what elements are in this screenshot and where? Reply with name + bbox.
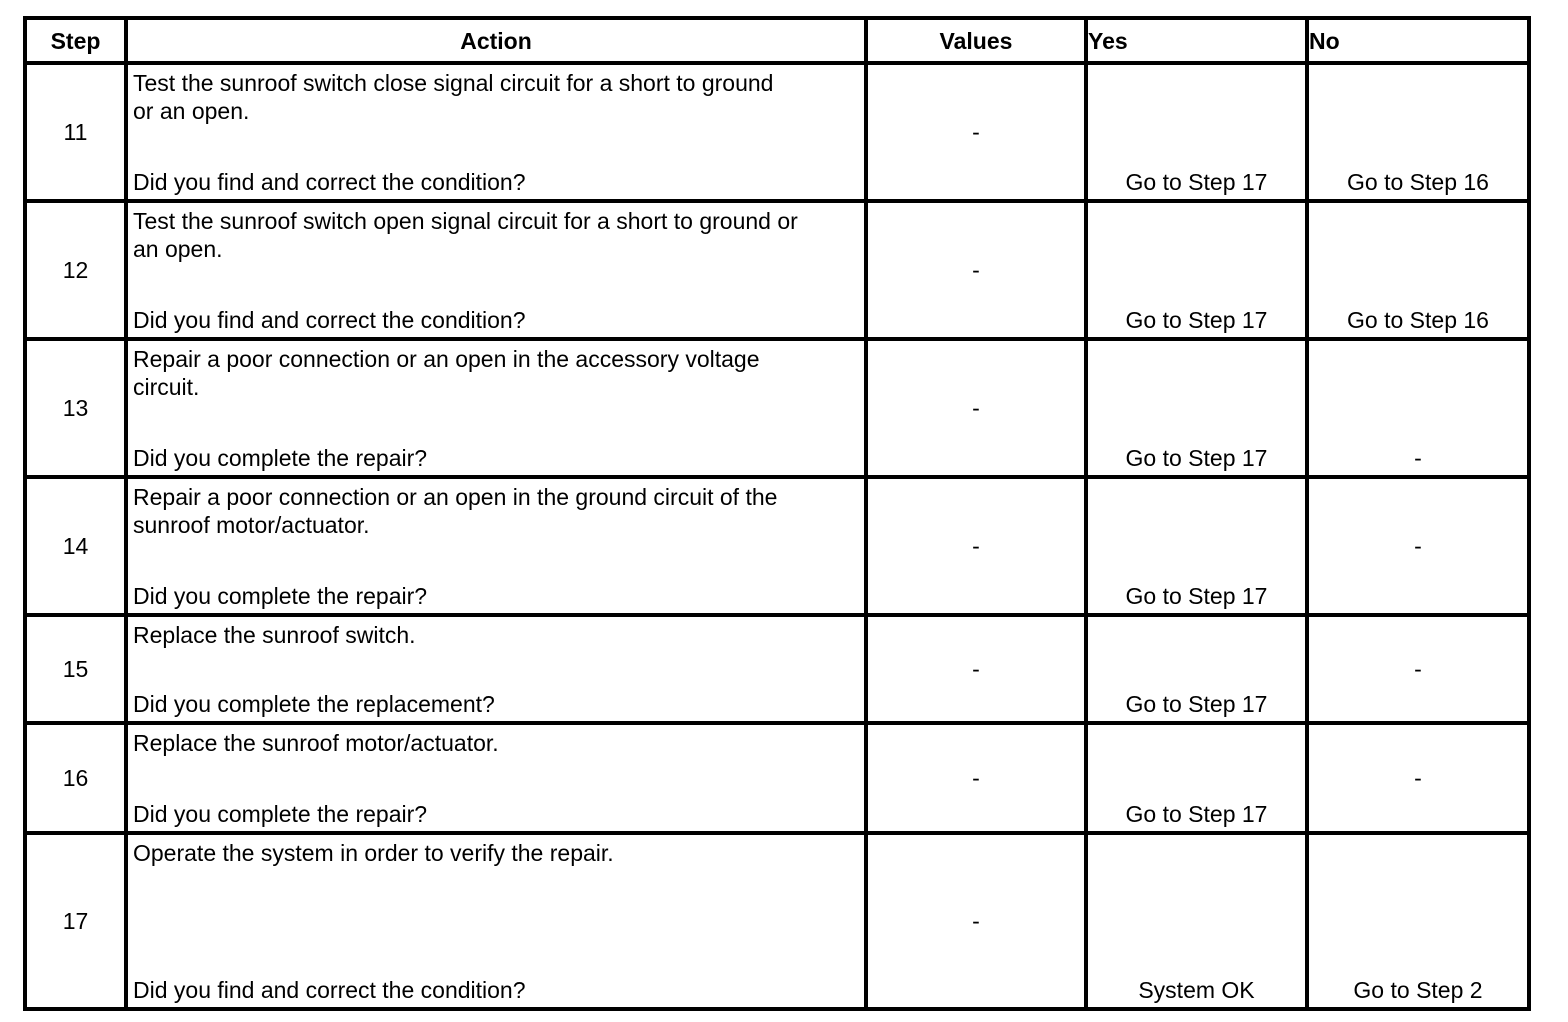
no-cell xyxy=(1307,63,1529,201)
no-result: - xyxy=(1414,445,1422,471)
action-line: Test the sunroof switch open signal circuit for a short to ground or xyxy=(133,208,798,234)
header-row xyxy=(25,18,1529,63)
no-result: Go to Step 2 xyxy=(1353,977,1483,1003)
action-cell xyxy=(126,201,866,339)
action-line: Repair a poor connection or an open in the ground circuit of the xyxy=(133,484,778,510)
yes-cell xyxy=(1086,339,1307,477)
yes-result: Go to Step 17 xyxy=(1125,583,1268,609)
action-line: sunroof motor/actuator. xyxy=(133,512,370,538)
yes-result: Go to Step 17 xyxy=(1125,801,1268,827)
values-cell: - xyxy=(866,615,1086,723)
yes-cell xyxy=(1086,201,1307,339)
action-line: an open. xyxy=(133,236,223,262)
header-action: Action xyxy=(126,18,866,63)
values-cell: - xyxy=(866,833,1086,1009)
action-line: Replace the sunroof switch. xyxy=(133,622,416,648)
action-text xyxy=(133,345,860,401)
action-cell xyxy=(126,723,866,833)
no-result: Go to Step 16 xyxy=(1347,169,1489,195)
action-text xyxy=(133,69,860,125)
action-question: Did you complete the repair? xyxy=(133,583,428,609)
yes-cell xyxy=(1086,63,1307,201)
step-number: 14 xyxy=(25,477,126,615)
action-question: Did you complete the repair? xyxy=(133,445,428,471)
yes-result: Go to Step 17 xyxy=(1125,445,1268,471)
table-row xyxy=(25,201,1529,339)
action-question: Did you complete the repair? xyxy=(133,801,428,827)
header-values: Values xyxy=(866,18,1086,63)
no-result: Go to Step 16 xyxy=(1347,307,1489,333)
step-number: 12 xyxy=(25,201,126,339)
table-row xyxy=(25,833,1529,1009)
yes-cell xyxy=(1086,723,1307,833)
no-cell xyxy=(1307,615,1529,723)
header-yes: Yes xyxy=(1086,18,1307,63)
table-row xyxy=(25,615,1529,723)
action-line: circuit. xyxy=(133,374,200,400)
action-question: Did you find and correct the condition? xyxy=(133,977,526,1003)
yes-cell xyxy=(1086,477,1307,615)
values-cell: - xyxy=(866,723,1086,833)
action-text xyxy=(133,483,860,539)
yes-cell xyxy=(1086,833,1307,1009)
values-cell: - xyxy=(866,201,1086,339)
table-row xyxy=(25,477,1529,615)
header-step: Step xyxy=(25,18,126,63)
action-question: Did you complete the replacement? xyxy=(133,691,495,717)
no-cell xyxy=(1307,723,1529,833)
action-cell xyxy=(126,477,866,615)
no-cell xyxy=(1307,477,1529,615)
diagnostic-table xyxy=(23,16,1531,1011)
table-row xyxy=(25,63,1529,201)
action-text xyxy=(133,729,860,757)
action-cell xyxy=(126,339,866,477)
no-cell xyxy=(1307,833,1529,1009)
no-result: - xyxy=(1414,533,1422,559)
action-line: Operate the system in order to verify the repair. xyxy=(133,840,614,866)
step-number: 16 xyxy=(25,723,126,833)
action-question: Did you find and correct the condition? xyxy=(133,169,526,195)
step-number: 13 xyxy=(25,339,126,477)
action-question: Did you find and correct the condition? xyxy=(133,307,526,333)
action-line: Repair a poor connection or an open in the accessory voltage xyxy=(133,346,760,372)
no-cell xyxy=(1307,339,1529,477)
values-cell: - xyxy=(866,339,1086,477)
action-cell xyxy=(126,833,866,1009)
action-line: Test the sunroof switch close signal circuit for a short to ground xyxy=(133,70,774,96)
table-row xyxy=(25,723,1529,833)
step-number: 11 xyxy=(25,63,126,201)
table-row xyxy=(25,339,1529,477)
action-cell xyxy=(126,615,866,723)
yes-result: Go to Step 17 xyxy=(1125,169,1268,195)
yes-result: Go to Step 17 xyxy=(1125,691,1268,717)
no-result: - xyxy=(1414,765,1422,791)
no-result: - xyxy=(1414,656,1422,682)
action-text xyxy=(133,207,860,263)
yes-result: Go to Step 17 xyxy=(1125,307,1268,333)
action-text xyxy=(133,839,860,867)
action-cell xyxy=(126,63,866,201)
step-number: 15 xyxy=(25,615,126,723)
yes-cell xyxy=(1086,615,1307,723)
action-text xyxy=(133,621,860,649)
no-cell xyxy=(1307,201,1529,339)
step-number: 17 xyxy=(25,833,126,1009)
header-no: No xyxy=(1307,18,1529,63)
values-cell: - xyxy=(866,63,1086,201)
action-line: or an open. xyxy=(133,98,250,124)
values-cell: - xyxy=(866,477,1086,615)
yes-result: System OK xyxy=(1138,977,1255,1003)
action-line: Replace the sunroof motor/actuator. xyxy=(133,730,499,756)
